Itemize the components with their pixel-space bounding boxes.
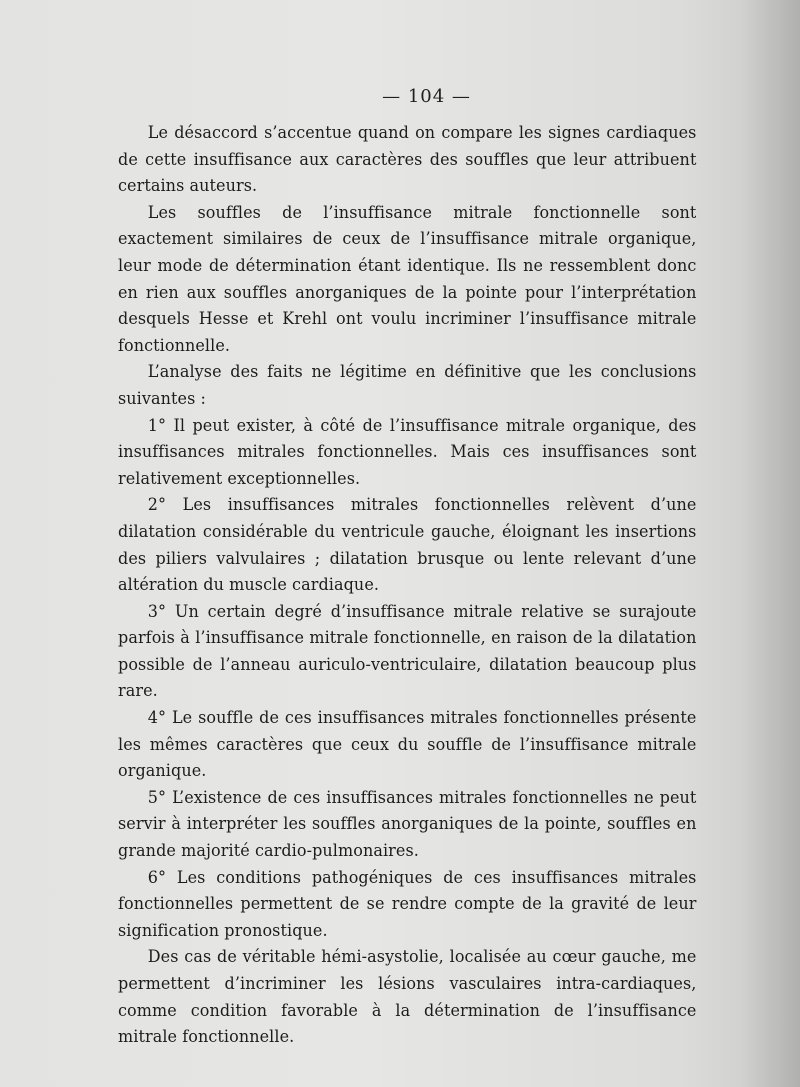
paragraph-souffles: Les souffles de l’insuffisance mitrale fonctionnelle sont exactement similaires de ceux de l’insuffisance mitrale organique, leur mode de détermination étant identique. Ils ne ressemblent donc en rien aux souffles anorganiques de la pointe pour l’interprétation desquels Hesse et Krehl ont voulu incriminer l’insuffisance mitrale fonctionnelle. (118, 202, 697, 356)
conclusion-5: 5° L’existence de ces insuffisances mitrales fonctionnelles ne peut servir à interpréter les souffles anorganiques de la pointe, souffles en grande majorité cardio-pulmonaires. (118, 787, 697, 862)
conclusion-4: 4° Le souffle de ces insuffisances mitrales fonctionnelles présente les mêmes caractères que ceux du souffle de l’insuffisance mitrale organique. (118, 708, 697, 782)
conclusion-3: 3° Un certain degré d’insuffisance mitrale relative se surajoute parfois à l’insuffisance mitrale fonctionnelle, en raison de la dilatation possible de l’anneau auriculo-ventriculaire, dilatation beaucoup plus rare. (118, 601, 697, 702)
paragraph-analyse: L’analyse des faits ne légitime en définitive que les conclusions suivantes : (118, 362, 697, 409)
page-number: — 104 — (382, 86, 471, 107)
body-text (118, 120, 696, 1051)
conclusion-6: 6° Les conditions pathogéniques de ces insuffisances mitrales fonctionnelles permettent de se rendre compte de la gravité de leur signification pronostique. (118, 867, 697, 941)
paragraph-final: Des cas de véritable hémi-asystolie, localisée au cœur gauche, me permettent d’incriminer les lésions vasculaires intra-cardiaques, comme condition favorable à la détermination de l’insuffisance mitrale fonctionnelle. (118, 947, 697, 1048)
conclusion-2: 2° Les insuffisances mitrales fonctionnelles relèvent d’une dilatation considérable du ventricule gauche, éloignant les insertions des piliers valvulaires ; dilatation brusque ou lente relevant d’une altération du muscle cardiaque. (118, 495, 697, 596)
conclusion-1: 1° Il peut exister, à côté de l’insuffisance mitrale organique, des insuffisances mitrales fonctionnelles. Mais ces insuffisances sont relativement exceptionnelles. (118, 415, 697, 489)
paragraph-intro: Le désaccord s’accentue quand on compare les signes cardiaques de cette insuffisance aux caractères des souffles que leur attribuent certains auteurs. (118, 123, 697, 197)
